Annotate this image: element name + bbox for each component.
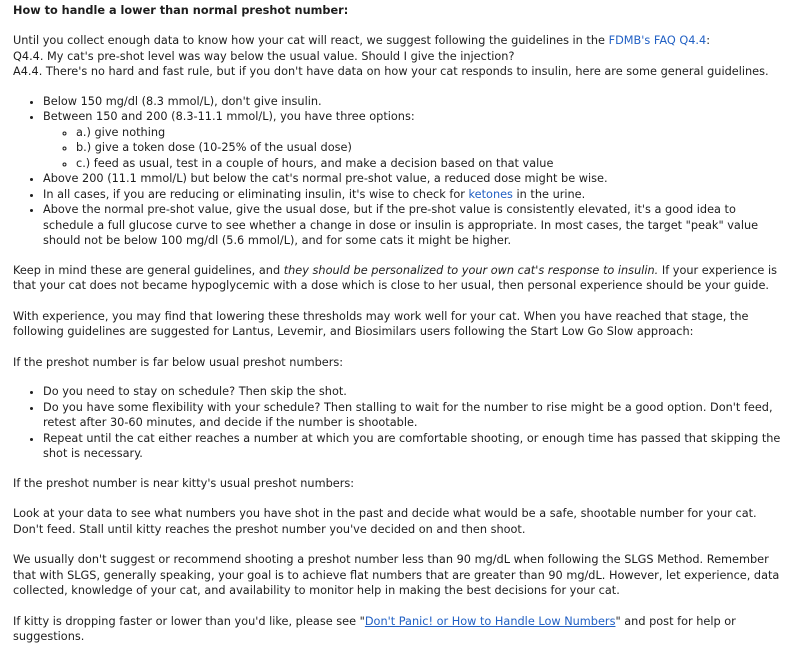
list-item (43, 109, 790, 171)
ketones-text-end: in the urine. (512, 187, 586, 201)
list-item: • Do you have some flexibility with your schedule? Then stalling to wait for the number to rise might be a good option. Don't feed, retest after 30-60 minutes, and decide if the number is shootable. (43, 400, 790, 431)
options-list (43, 125, 790, 172)
low-numbers-link[interactable]: Don't Panic! or How to Handle Low Numbers (364, 614, 616, 628)
far-below-list (13, 384, 790, 462)
list-item (43, 187, 790, 203)
ketones-link[interactable]: ketones (468, 187, 513, 201)
near-usual-paragraph: Look at your data to see what numbers you have shot in the past and decide what would be a safe, shootable number for your cat. Don't feed. Stall until kitty reaches the preshot number you've decided on and then shoot. (13, 507, 757, 536)
dropping-text: If kitty is dropping faster or lower than you'd like, please see " (13, 614, 365, 628)
list-item: • Do you need to stay on schedule? Then skip the shot. (43, 384, 790, 400)
faq-answer: A4.4. There's no hard and fast rule, but if you don't have data on how your cat responds to insulin, here are some general guidelines. (13, 65, 769, 78)
faq-question: Q4.4. My cat's pre-shot level was way below the usual value. Should I give the injection? (13, 49, 515, 63)
option-item: ◦ b.) give a token dose (10-25% of the usual dose) (76, 140, 790, 156)
option-item: ◦ c.) feed as usual, test in a couple of hours, and make a decision based on that value (76, 156, 790, 172)
keep-in-mind-paragraph (13, 263, 790, 294)
keep-in-mind-text: Keep in mind these are general guidelines, and (13, 263, 284, 277)
dropping-paragraph (13, 614, 790, 645)
slgs-paragraph: We usually don't suggest or recommend shooting a preshot number less than 90 mg/dL when following the SLGS Method. Remember that with SLGS, generally speaking, your goal is to achieve flat numbers that are greater than 90 mg/dL. However, let experience, data collected, knowledge of your cat, and availability to monitor help in making the best decisions for your cat. (13, 553, 780, 597)
list-item: • Repeat until the cat either reaches a number at which you are comfortable shooting, or enough time has passed that skipping the shot is necessary. (43, 431, 790, 462)
intro-colon: : (706, 34, 710, 47)
guidelines-list (13, 94, 790, 249)
dropping-text-end: " and post for help or suggestions. (13, 614, 736, 643)
ketones-text: In all cases, if you are reducing or eliminating insulin, it's wise to check for (43, 187, 469, 201)
list-item: • Below 150 mg/dl (8.3 mmol/L), don't give insulin. (43, 94, 790, 110)
options-intro: Between 150 and 200 (8.3-11.1 mmol/L), you have three options: (43, 110, 415, 123)
faq-link[interactable]: FDMB's FAQ Q4.4 (608, 34, 707, 47)
near-usual-heading: If the preshot number is near kitty's usual preshot numbers: (13, 476, 355, 490)
list-item: • Above 200 (11.1 mmol/L) but below the cat's normal pre-shot value, a reduced dose might be wise. (43, 171, 790, 187)
far-below-heading: If the preshot number is far below usual preshot numbers: (13, 355, 344, 369)
option-item: ◦ a.) give nothing (76, 125, 790, 141)
intro-text: Until you collect enough data to know how your cat will react, we suggest following the guidelines in the (13, 34, 609, 47)
intro-paragraph (13, 33, 790, 49)
page-title: How to handle a lower than normal preshot number: (13, 4, 349, 17)
emphasis-text: they should be personalized to your own cat's response to insulin. (283, 263, 659, 277)
keep-in-mind-text-end: If your experience is that your cat does not became hypoglycemic with a dose which is close to her usual, then personal experience should be your guide. (13, 263, 777, 292)
experience-paragraph: With experience, you may find that lowering these thresholds may work well for your cat. When you have reached that stage, the following guidelines are suggested for Lantus, Levemir, and Biosimilars users following the Start Low Go Slow approach: (13, 309, 749, 338)
list-item: • Above the normal pre-shot value, give the usual dose, but if the pre-shot value is consistently elevated, it's a good idea to schedule a full glucose curve to see whether a change in dose or insulin is appropriate. In most cases, the target "peak" value should not be below 100 mg/dl (5.6 mmol/L), and for some cats it might be higher. (43, 202, 790, 249)
